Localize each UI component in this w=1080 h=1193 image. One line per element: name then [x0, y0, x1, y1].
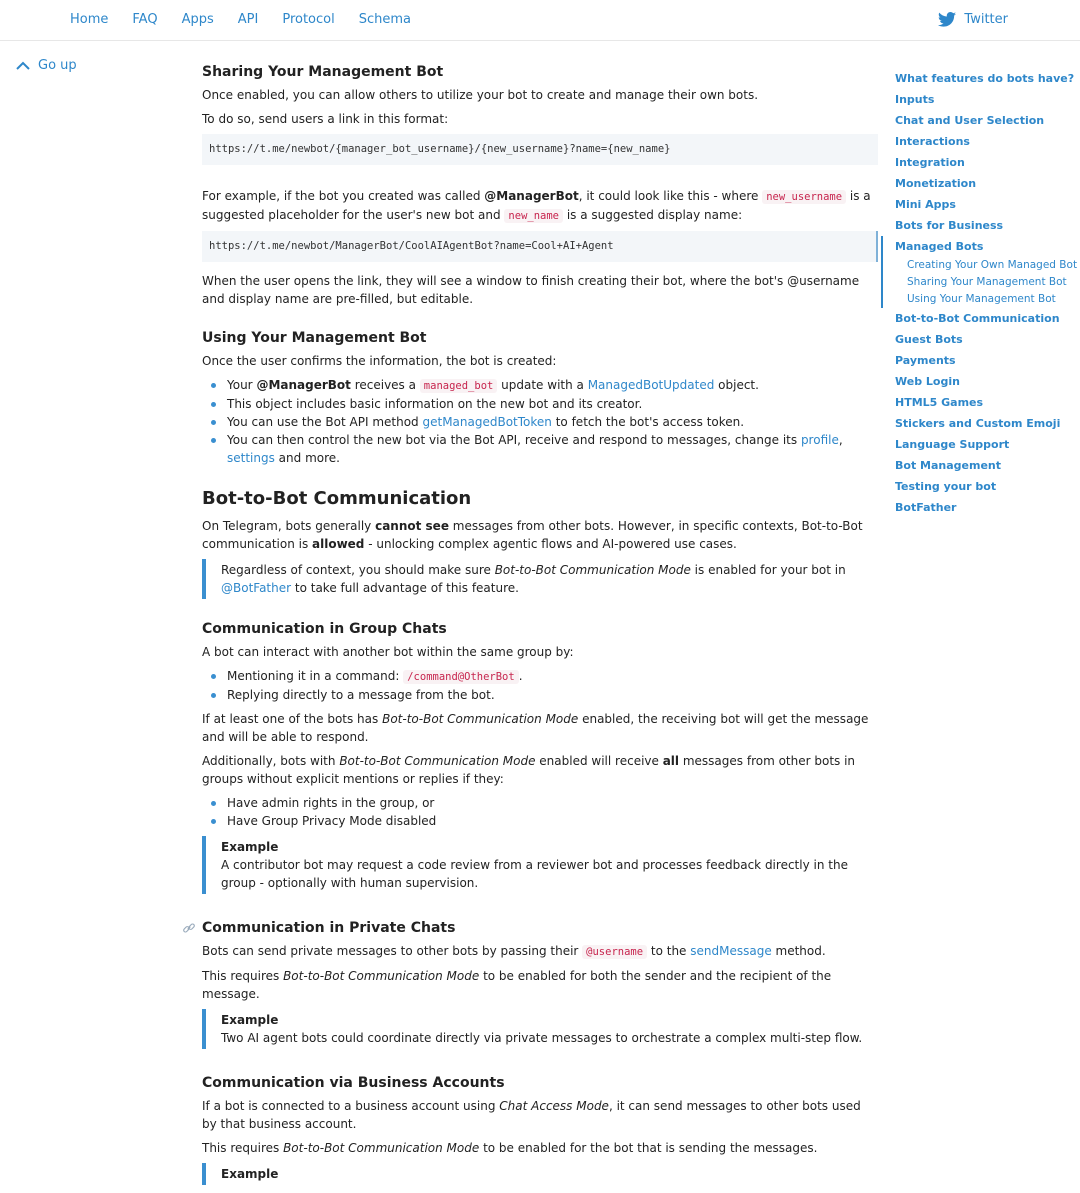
sidebar-item-botfather[interactable]: BotFather [895, 501, 957, 514]
nav-schema[interactable]: Schema [358, 12, 411, 27]
link-sendmessage[interactable]: sendMessage [690, 944, 772, 958]
list-item: Have admin rights in the group, or [227, 794, 878, 812]
list-item: Replying directly to a message from the bot. [227, 686, 878, 704]
link-profile[interactable]: profile [800, 433, 839, 447]
sidebar-subitem-using[interactable]: Using Your Management Bot [907, 293, 1056, 305]
link-settings[interactable]: settings [227, 451, 275, 465]
heading-group-chats: Communication in Group Chats [202, 621, 447, 637]
link-getmanagedbottoken[interactable]: getManagedBotToken [422, 415, 552, 429]
group-p2: If at least one of the bots has Bot-to-Bot Communication Mode enabled, the receiving bot will get the message and will be able to respond. [202, 712, 869, 744]
sidebar-item-bot-management[interactable]: Bot Management [895, 459, 1001, 472]
sidebar-item-managed-bots[interactable]: Managed Bots [895, 240, 984, 253]
sharing-p1: Once enabled, you can allow others to utilize your bot to create and manage their own bots. [202, 88, 759, 102]
nav-apps[interactable]: Apps [181, 12, 214, 27]
example-box-private [202, 1009, 878, 1049]
heading-business-accounts: Communication via Business Accounts [202, 1075, 505, 1091]
sidebar-active-group [881, 236, 1078, 308]
business-p1: If a bot is connected to a business account using Chat Access Mode, it can send messages to other bots used by that business account. [202, 1099, 861, 1131]
private-p1: Bots can send private messages to other bots by passing their @username to the sendMessage method. [202, 944, 826, 958]
private-p2: This requires Bot-to-Bot Communication Mode to be enabled for both the sender and the recipient of the message. [202, 969, 832, 1001]
group-list-2 [202, 794, 878, 830]
inline-code-command: /command@OtherBot [403, 670, 518, 684]
list-item: You can then control the new bot via the Bot API, receive and respond to messages, change its profile, settings and more. [227, 431, 878, 467]
page-sidebar-nav [880, 68, 1078, 518]
main-content [202, 62, 878, 1193]
code-block-link-format: https://t.me/newbot/{manager_bot_username}/{new_username}?name={new_name} [202, 134, 878, 165]
list-item: This object includes basic information on the new bot and its creator. [227, 395, 878, 413]
inline-code-managed-bot: managed_bot [420, 379, 498, 393]
example-title: Example [221, 840, 279, 854]
twitter-label: Twitter [964, 12, 1008, 27]
list-item: Mentioning it in a command: /command@OtherBot . [227, 667, 878, 686]
sidebar-subitem-creating[interactable]: Creating Your Own Managed Bot [907, 259, 1078, 271]
sidebar-subitem-sharing[interactable]: Sharing Your Management Bot [907, 276, 1067, 288]
twitter-bird-icon [938, 12, 956, 27]
blockquote-note: Regardless of context, you should make sure Bot-to-Bot Communication Mode is enabled for your bot in @BotFather to take full advantage of this feature. [202, 559, 878, 599]
sidebar-item-bots-for-business[interactable]: Bots for Business [895, 219, 1004, 232]
nav-home[interactable]: Home [70, 12, 109, 27]
list-item: You can use the Bot API method getManagedBotToken to fetch the bot's access token. [227, 413, 878, 431]
heading-sharing: Sharing Your Management Bot [202, 64, 444, 80]
sidebar-item-inputs[interactable]: Inputs [895, 93, 935, 106]
group-p1: A bot can interact with another bot within the same group by: [202, 645, 574, 659]
link-managedbotupdated[interactable]: ManagedBotUpdated [587, 378, 715, 392]
nav-api[interactable]: API [237, 12, 259, 27]
using-list [202, 376, 878, 467]
sidebar-item-stickers[interactable]: Stickers and Custom Emoji [895, 417, 1061, 430]
inline-code-new-name: new_name [504, 209, 563, 223]
twitter-link[interactable] [938, 12, 1008, 27]
sharing-example: For example, if the bot you created was called @ManagerBot, it could look like this - where new_username is a suggested placeholder for the user's new bot and new_name is a suggested display name: [202, 189, 871, 222]
list-item: Have Group Privacy Mode disabled [227, 812, 878, 830]
private-heading-wrap [202, 918, 878, 938]
sidebar-item-language-support[interactable]: Language Support [895, 438, 1010, 451]
sidebar-item-interactions[interactable]: Interactions [895, 135, 970, 148]
sidebar-item-monetization[interactable]: Monetization [895, 177, 977, 190]
sidebar-item-features[interactable]: What features do bots have? [895, 72, 1075, 85]
example-box-group [202, 836, 878, 894]
chevron-up-icon [16, 61, 30, 71]
sharing-p3: When the user opens the link, they will see a window to finish creating their bot, where the bot's @username and display name are pre-filled, but editable. [202, 274, 860, 306]
inline-code-new-username: new_username [762, 190, 846, 204]
sidebar-item-bot-to-bot[interactable]: Bot-to-Bot Communication [895, 312, 1060, 325]
go-up-button[interactable] [16, 58, 77, 73]
bold-managerbot: @ManagerBot [484, 189, 579, 203]
example-text: A contributor bot may request a code review from a reviewer bot and processes feedback directly in the group - optionally with human supervision. [221, 858, 848, 890]
list-item: Your @ManagerBot receives a managed_bot update with a ManagedBotUpdated object. [227, 376, 878, 395]
sidebar-item-mini-apps[interactable]: Mini Apps [895, 198, 956, 211]
top-navigation-bar [0, 0, 1080, 41]
nav-faq[interactable]: FAQ [132, 12, 158, 27]
using-p1: Once the user confirms the information, the bot is created: [202, 354, 557, 368]
sidebar-item-guest-bots[interactable]: Guest Bots [895, 333, 963, 346]
sharing-p2: To do so, send users a link in this format: [202, 112, 449, 126]
link-anchor-icon[interactable] [182, 921, 196, 935]
link-botfather[interactable]: @BotFather [221, 581, 292, 595]
sidebar-item-web-login[interactable]: Web Login [895, 375, 960, 388]
example-text: Two AI agent bots could coordinate directly via private messages to orchestrate a complex multi-step flow. [221, 1031, 863, 1045]
example-title: Example [221, 1013, 279, 1027]
inline-code-username: @username [582, 945, 647, 959]
sidebar-item-html5-games[interactable]: HTML5 Games [895, 396, 984, 409]
main-nav [58, 12, 423, 27]
heading-bot-to-bot: Bot-to-Bot Communication [202, 488, 472, 509]
go-up-label: Go up [38, 58, 77, 73]
heading-using: Using Your Management Bot [202, 330, 427, 346]
sidebar-item-testing[interactable]: Testing your bot [895, 480, 997, 493]
group-list-1 [202, 667, 878, 704]
example-title: Example [221, 1167, 279, 1181]
sidebar-item-integration[interactable]: Integration [895, 156, 965, 169]
nav-protocol[interactable]: Protocol [282, 12, 335, 27]
code-block-example-link: https://t.me/newbot/ManagerBot/CoolAIAgentBot?name=Cool+AI+Agent [202, 231, 878, 262]
business-p2: This requires Bot-to-Bot Communication Mode to be enabled for the bot that is sending the messages. [202, 1141, 818, 1155]
group-p3: Additionally, bots with Bot-to-Bot Communication Mode enabled will receive all messages from other bots in groups without explicit mentions or replies if they: [202, 754, 856, 786]
example-box-business [202, 1163, 878, 1185]
b2b-intro: On Telegram, bots generally cannot see messages from other bots. However, in specific contexts, Bot-to-Bot communication is allowed - unlocking complex agentic flows and AI-powered use cases. [202, 519, 863, 551]
sidebar-item-chat-user-selection[interactable]: Chat and User Selection [895, 114, 1045, 127]
heading-private-chats: Communication in Private Chats [202, 920, 456, 936]
sidebar-item-payments[interactable]: Payments [895, 354, 956, 367]
